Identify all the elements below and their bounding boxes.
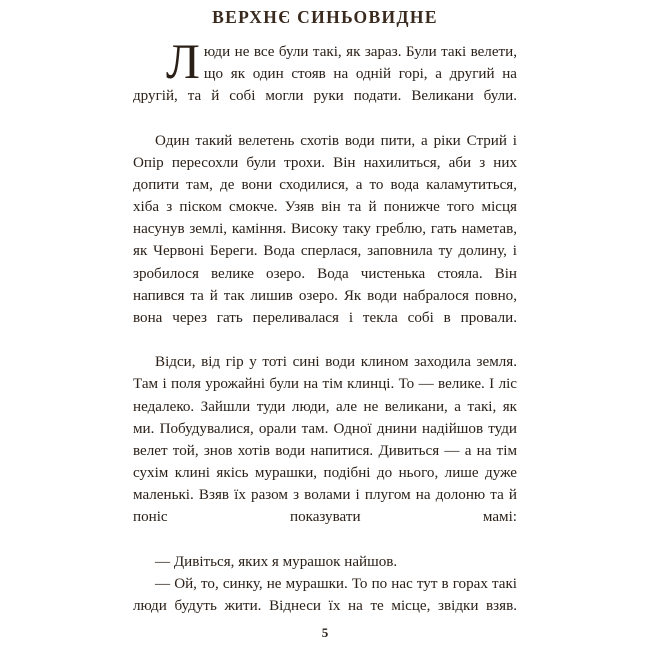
- page-number: 5: [321, 625, 329, 640]
- page-title: ВЕРХНЄ СИНЬОВИДНЕ: [212, 7, 438, 27]
- dialogue-line-1-text: — Дивіться, яких я мурашок найшов.: [155, 553, 398, 570]
- paragraph-2-text: Один такий велетень схотів води пити, а ріки Стрий і Опір пересохли були трохи. Він нахилиться, аби з них допити там, де вони сходилися, а то вода каламутиться, хіба з піском смокче. Узяв він та й понижче того місця насунув землі, каміння. Високу таку греблю, гать наметав, як Червоні Береги. Вода сперлася, заповнила ту долину, і зробилося велике озеро. Вода чистенька стояла. Він напився та й так лишив озеро. Як води набралося повно, вона через гать переливалася і текла собі в провали.: [133, 132, 517, 326]
- drop-cap-letter: Л: [166, 33, 200, 89]
- dialogue-line-1: [133, 551, 517, 573]
- paragraph-1: [133, 33, 517, 130]
- dialogue-line-2-text: — Ой, то, синку, не мурашки. То по нас тут в горах такі люди будуть жити. Віднеси їх на те місце, звідки взяв.: [133, 575, 517, 614]
- paragraph-3-text: Відси, від гір у тоті сині води клином заходила земля. Там і поля урожайні були на тім клинці. То — велике. І ліс недалеко. Зайшли туди люди, але не великани, а такі, як ми. Побудувалися, орали там. Одної днини надійшов туди велет той, знов хотів води напитися. Дивиться — а на тім сухім клині якісь мурашки, подібні до нього, лише дуже маленькі. Взяв їх разом з волами і плугом на долоню та й поніс показувати мамі:: [133, 354, 517, 526]
- text-column: [133, 33, 517, 639]
- paragraph-1-text: юди не все були такі, як зараз. Були такі велети, що як один стояв на одній горі, а другий на другій, та й собі могли руки подати. Великани були.: [133, 44, 517, 105]
- paragraph-3: [133, 351, 517, 550]
- paragraph-2: [133, 130, 517, 352]
